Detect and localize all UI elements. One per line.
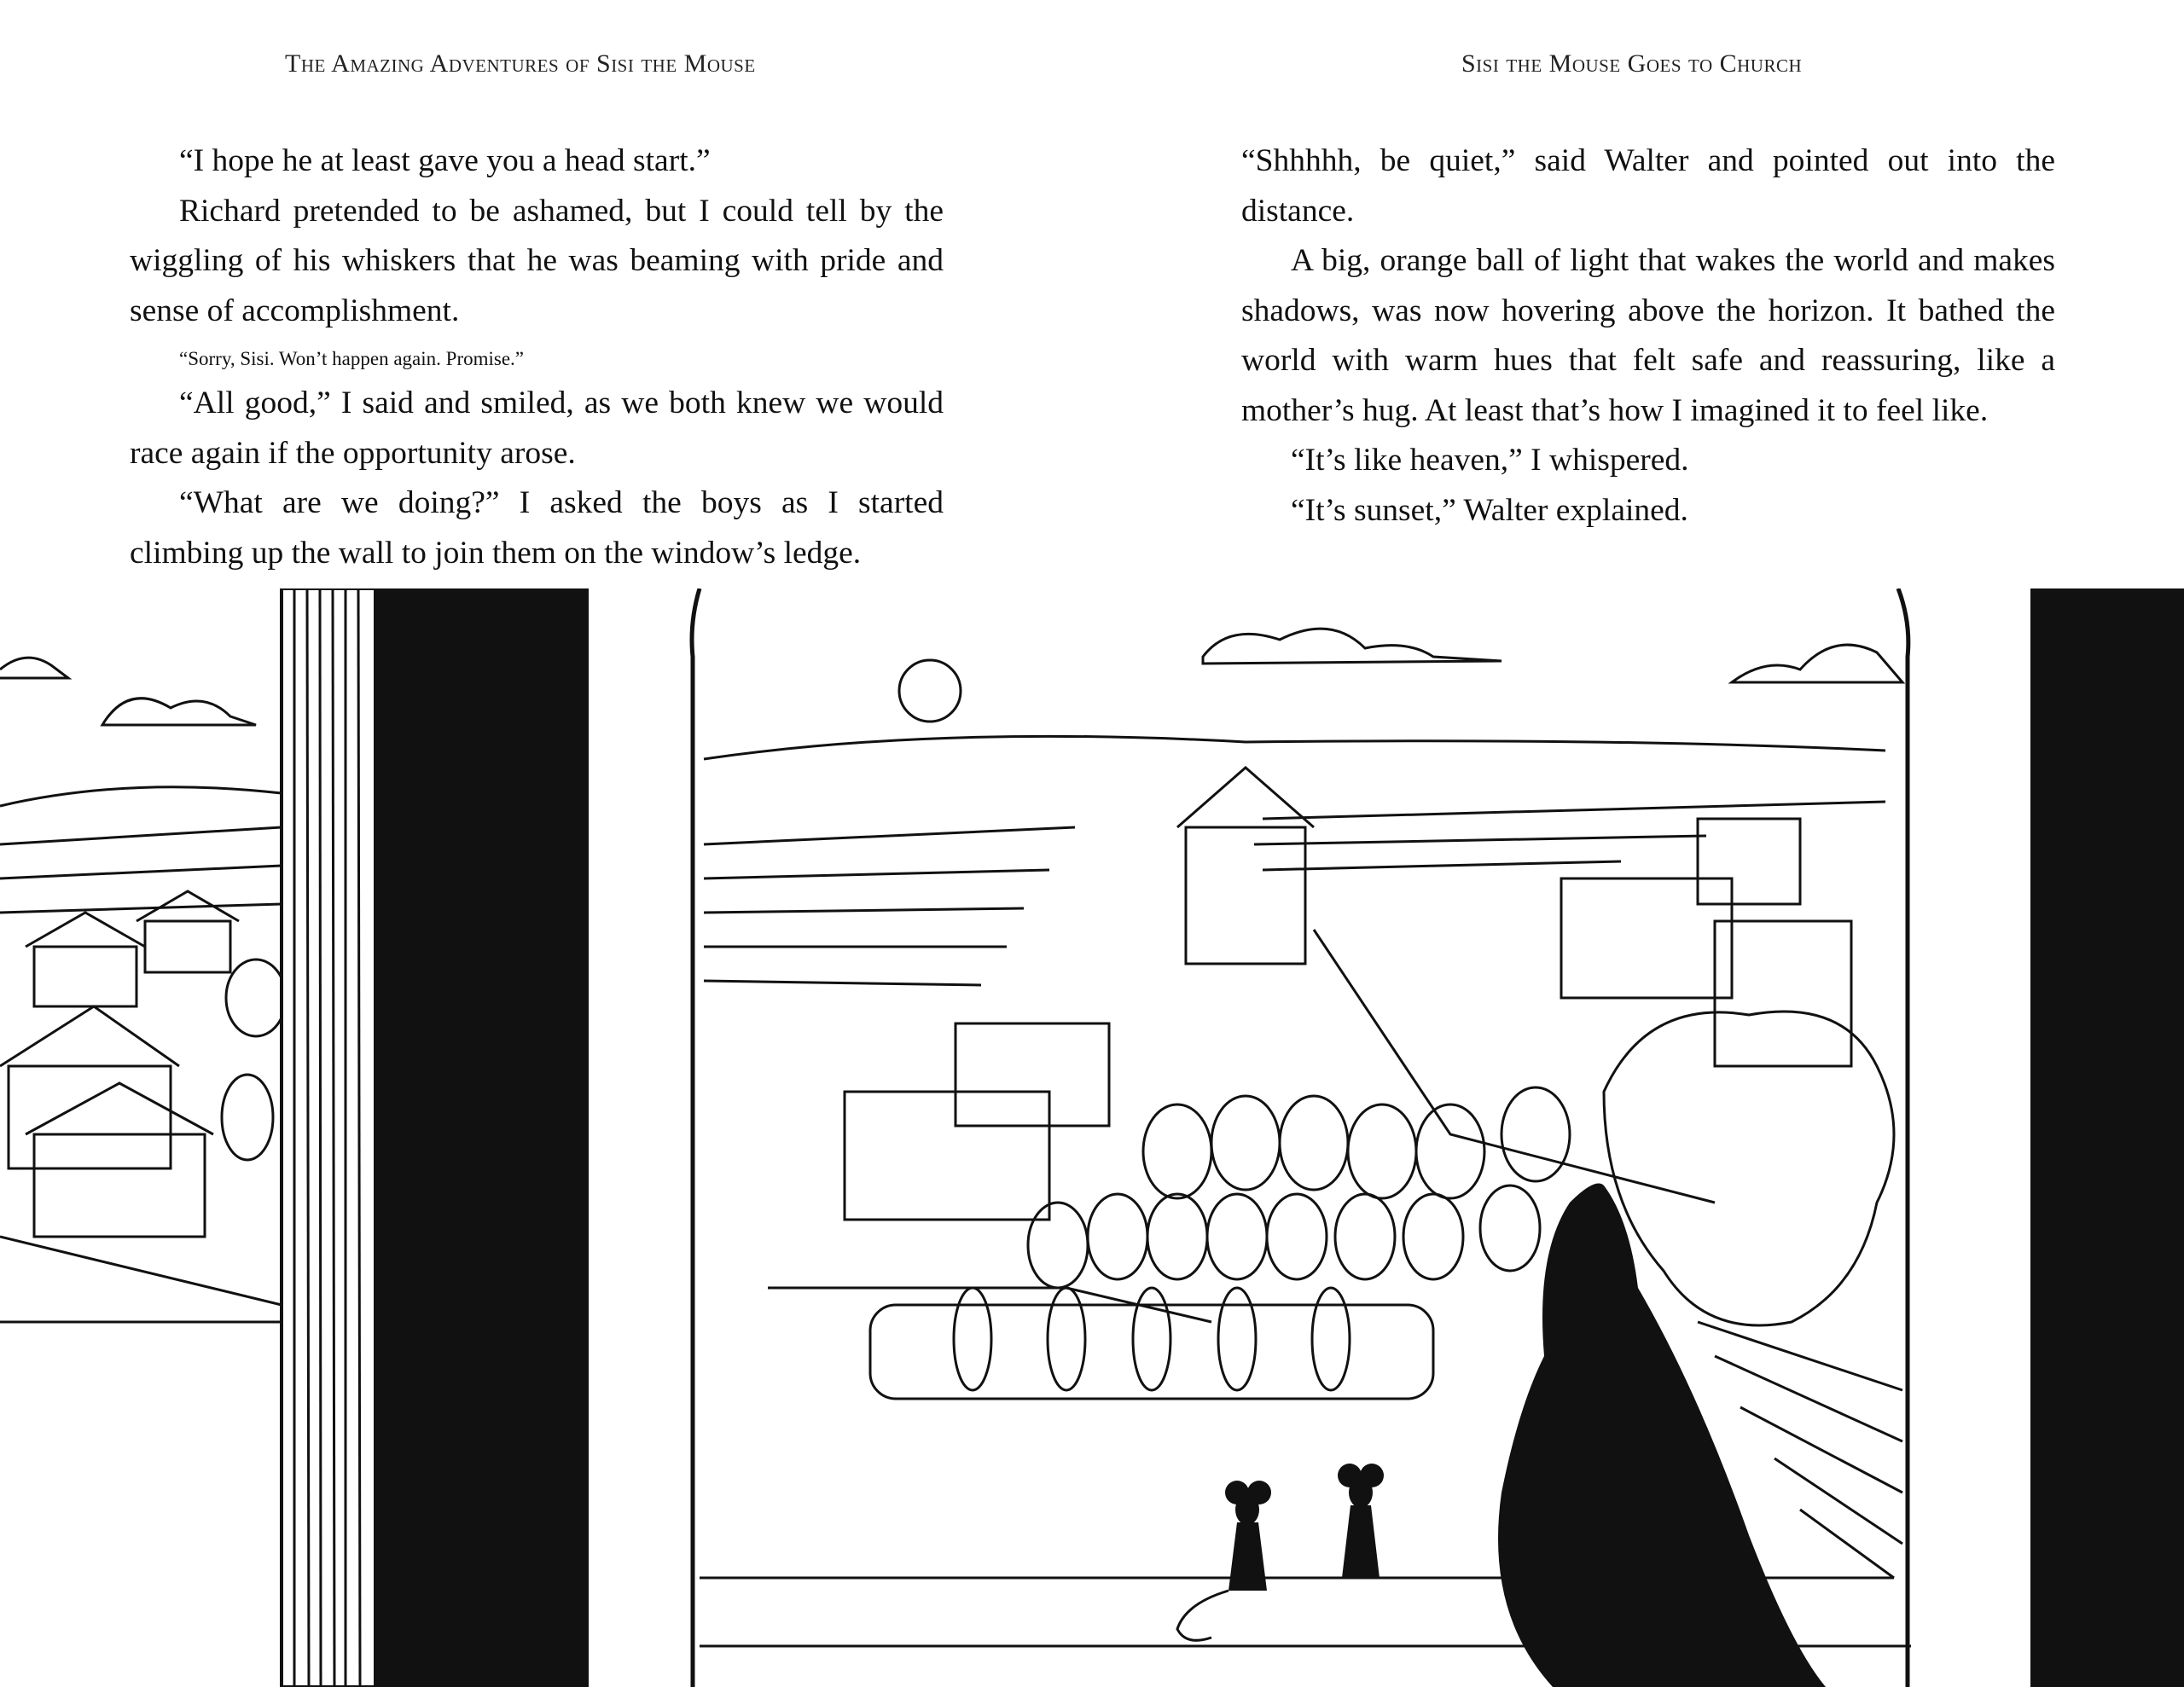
paragraph: “It’s sunset,” Walter explained. — [1291, 492, 1688, 528]
cloud — [1732, 645, 1902, 682]
paragraph: A big, orange ball of light that wakes the world and makes shadows, was now hovering above the horizon. It bathed the world with warm hues that felt safe and reassuring, like a mother’s hug. At least that’s how I imagined it to feel like. — [1241, 243, 2055, 428]
paragraph: Richard pretended to be ashamed, but I could tell by the wiggling of his whiskers that he was beaming with pride and sense of accomplishment. — [130, 193, 944, 328]
mouse-richard — [1338, 1464, 1384, 1578]
paragraph: “What are we doing?” I asked the boys as I started climbing up the wall to join them on the window’s ledge. — [130, 485, 944, 571]
sun — [899, 660, 961, 722]
paragraph: “All good,” I said and smiled, as we both knew we would race again if the opportunity arose. — [130, 386, 944, 471]
window-arch-left — [692, 588, 700, 1687]
cypress-trees — [954, 1288, 1350, 1390]
window-view-illustration — [0, 588, 2184, 1687]
house — [145, 921, 230, 972]
paragraph: “Shhhhh, be quiet,” said Walter and pointed out into the distance. — [1241, 143, 2055, 229]
building — [1715, 921, 1851, 1066]
cloud — [102, 699, 256, 725]
church-building — [1186, 827, 1305, 964]
building — [845, 1092, 1049, 1220]
house — [34, 947, 136, 1006]
left-page-text — [130, 136, 944, 578]
house — [34, 1134, 205, 1237]
right-page-text — [1241, 136, 2055, 536]
paragraph: “I hope he at least gave you a head start.” — [179, 143, 711, 178]
stone-column-right — [2030, 588, 2184, 1687]
building — [1698, 819, 1800, 904]
paragraph: “It’s like heaven,” I whispered. — [1291, 443, 1689, 478]
mouse-sisi — [1225, 1481, 1271, 1591]
building — [1561, 878, 1732, 998]
paragraph-small: “Sorry, Sisi. Won’t happen again. Promise.” — [179, 348, 525, 369]
running-head-right: Sisi the Mouse Goes to Church — [1461, 49, 1803, 78]
window-arch-right — [1898, 588, 1908, 1687]
building — [956, 1023, 1109, 1126]
cloud — [1203, 629, 1502, 664]
pigeon — [1498, 1184, 1826, 1687]
running-head-left: The Amazing Adventures of Sisi the Mouse — [285, 49, 756, 78]
stone-column-left — [282, 588, 589, 1687]
cloud — [0, 658, 68, 678]
